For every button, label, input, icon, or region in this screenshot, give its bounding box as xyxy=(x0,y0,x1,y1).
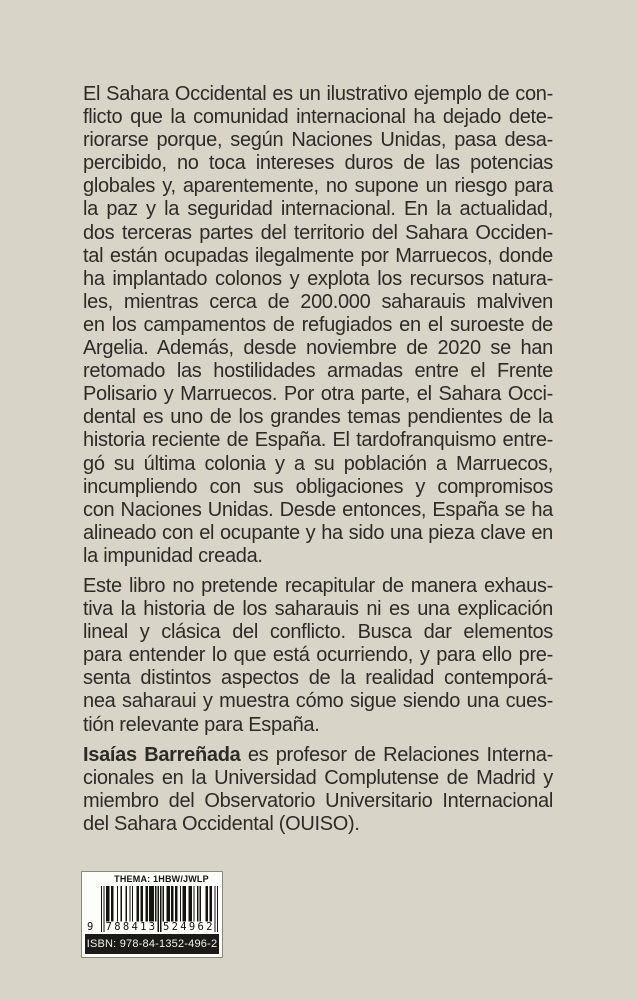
text-line: Isaías Barreñada es profesor de Relaciones Interna- xyxy=(83,743,553,766)
ean-digits-group2: 524962 xyxy=(163,921,215,933)
text-line: percibido, no toca intereses duros de las potencias xyxy=(83,152,553,175)
text-line: alineado con el ocupante y ha sido una pieza clave en xyxy=(83,521,553,544)
synopsis-paragraph xyxy=(83,83,553,568)
text-line: tión relevante para España. xyxy=(83,713,320,736)
text-line: cionales en la Universidad Complutense de Madrid y xyxy=(83,766,553,789)
text-line: senta distintos aspectos de la realidad contemporá- xyxy=(83,667,553,690)
book-purpose-paragraph xyxy=(83,575,553,737)
text-line: El Sahara Occidental es un ilustrativo ejemplo de con- xyxy=(83,83,553,105)
text-line: ha implantado colonos y explota los recursos natura- xyxy=(83,267,553,290)
text-line: tiva la historia de los saharauis ni es una explicación xyxy=(83,598,553,621)
ean-lead-digit: 9 xyxy=(87,921,94,933)
text-line: incumpliendo con sus obligaciones y compromisos xyxy=(83,475,553,498)
text-line: lineal y clásica del conflicto. Busca dar elementos xyxy=(83,621,553,644)
text-line: dos terceras partes del territorio del Sahara Occiden- xyxy=(83,221,553,244)
text-line: nea saharaui y muestra cómo sigue siendo una cues- xyxy=(83,690,553,713)
text-line: flicto que la comunidad internacional ha dejado dete- xyxy=(83,106,553,129)
text-line: del Sahara Occidental (OUISO). xyxy=(83,812,360,835)
text-line: Argelia. Además, desde noviembre de 2020 se han xyxy=(83,337,553,360)
text-line: para entender lo que está ocurriendo, y para ello pre- xyxy=(83,644,553,667)
text-line: Polisario y Marruecos. Por otra parte, el Sahara Occi- xyxy=(83,383,553,406)
author-bio-paragraph xyxy=(83,744,553,836)
author-name: Isaías Barreñada xyxy=(83,743,241,766)
text-line: la paz y la seguridad internacional. En la actualidad, xyxy=(83,198,553,221)
text-line: les, mientras cerca de 200.000 saharauis malviven xyxy=(83,290,553,313)
text-line: retomado las hostilidades armadas entre el Frente xyxy=(83,360,553,383)
text-line: dental es uno de los grandes temas pendientes de la xyxy=(83,406,553,429)
ean-digits-group1: 788413 xyxy=(105,921,158,933)
text-line: con Naciones Unidas. Desde entonces, España se ha xyxy=(83,498,553,521)
text-line: Este libro no pretende recapitular de manera exhaus- xyxy=(83,574,553,597)
isbn-strip: ISBN: 978-84-1352-496-2 xyxy=(85,934,219,954)
text-line: en los campamentos de refugiados en el suroeste de xyxy=(83,313,553,336)
barcode-box xyxy=(81,871,223,958)
text-line: la impunidad creada. xyxy=(83,544,263,567)
ean-barcode-area xyxy=(87,886,218,933)
text-line: miembro del Observatorio Universitario Internacional xyxy=(83,789,553,812)
text-line: gó su última colonia y a su población a Marruecos, xyxy=(83,452,553,475)
text-line: globales y, aparentemente, no supone un riesgo para xyxy=(83,175,553,198)
back-cover-text xyxy=(83,83,553,836)
text-line: historia reciente de España. El tardofranquismo entre- xyxy=(83,429,553,452)
thema-code-label: THEMA: 1HBW/JWLP xyxy=(114,874,209,884)
text-line: tal están ocupadas ilegalmente por Marruecos, donde xyxy=(83,244,553,267)
text-line: riorarse porque, según Naciones Unidas, pasa desa- xyxy=(83,129,553,152)
